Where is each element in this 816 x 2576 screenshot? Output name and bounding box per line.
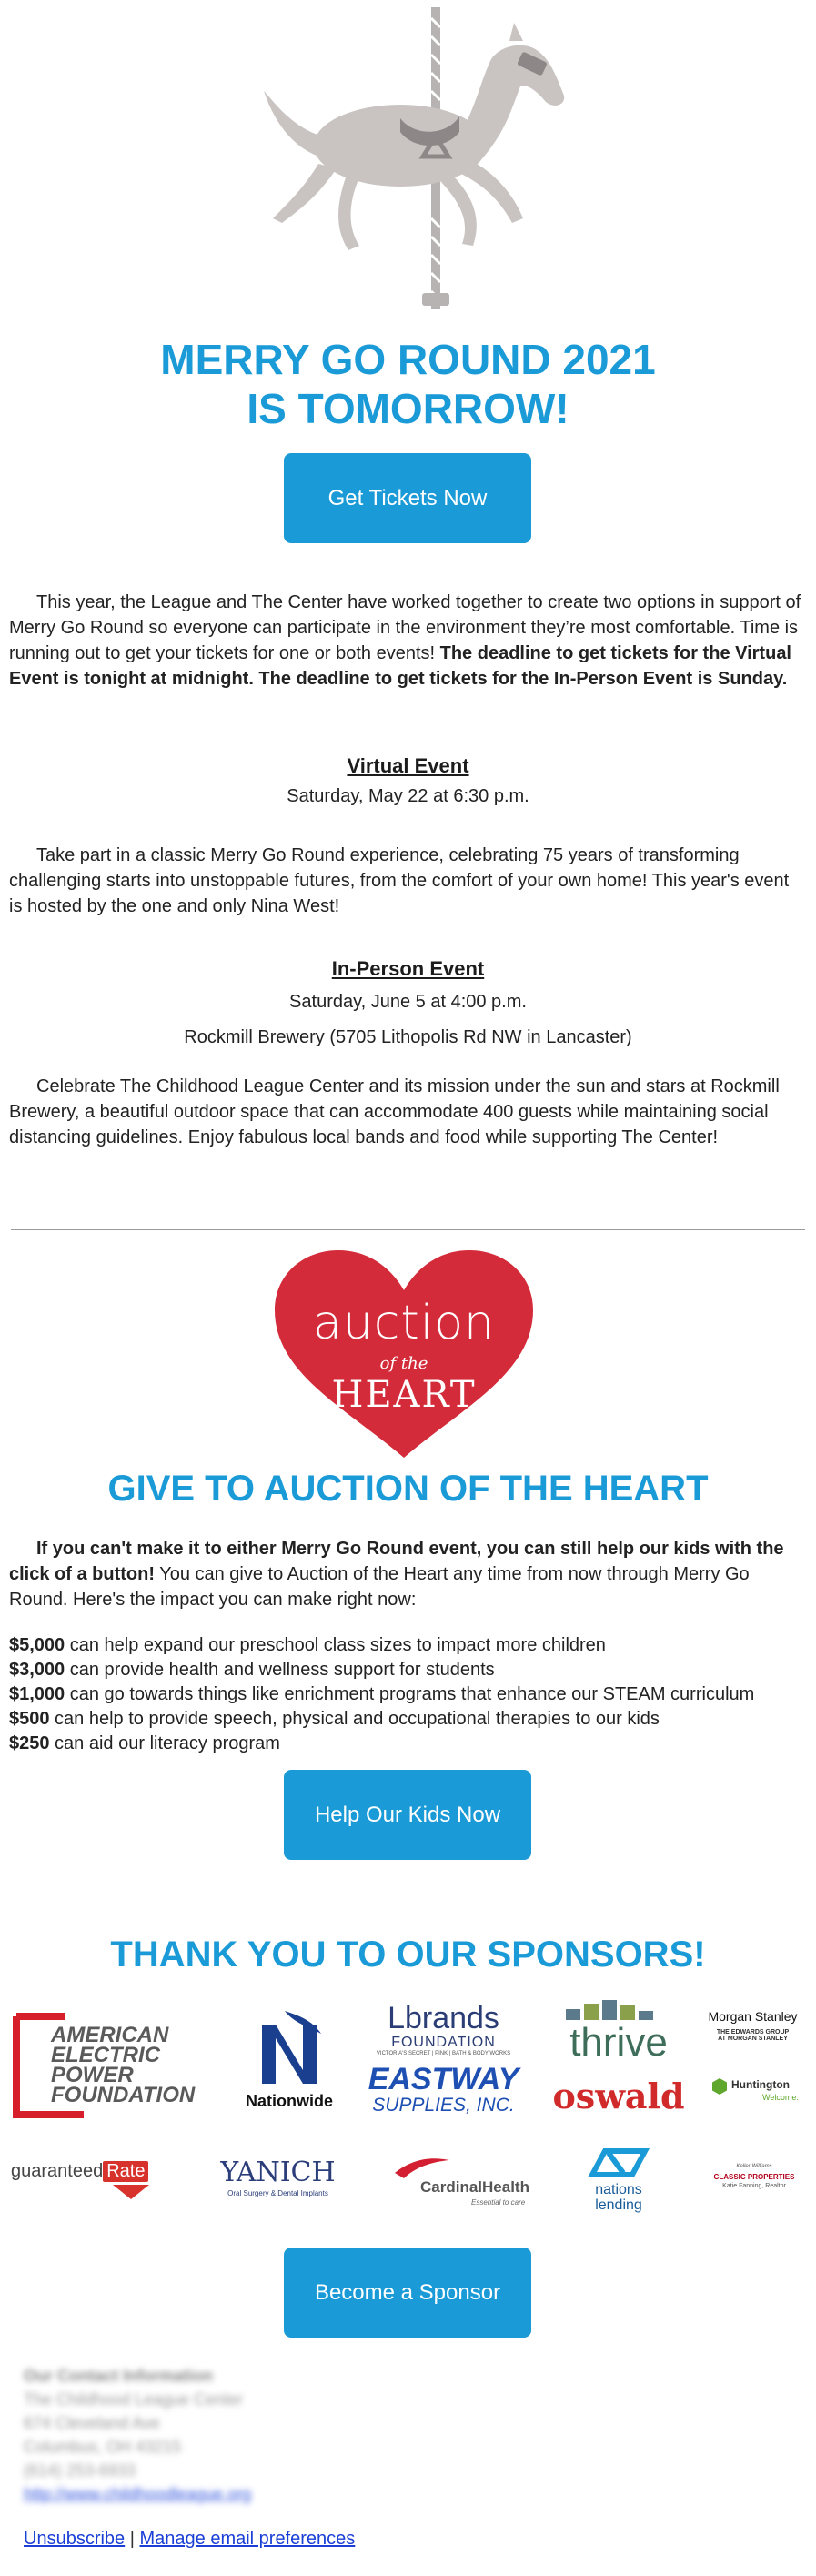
sponsor-yanich-logo[interactable] <box>217 2157 339 2211</box>
help-our-kids-button[interactable] <box>284 1770 531 1860</box>
nationwide-name: Nationwide <box>245 2092 333 2110</box>
unsubscribe-link[interactable]: Unsubscribe <box>24 2529 126 2549</box>
lbrands-small: VICTORIA'S SECRET | PINK | BATH & BODY WORKS <box>376 2051 511 2056</box>
title-line-1: MERRY GO ROUND 2021 <box>160 336 656 383</box>
thrive-name: thrive <box>569 2020 668 2065</box>
yanich-name: YANICH <box>220 2157 336 2188</box>
list-item <box>9 1732 807 1756</box>
eastway-name: EASTWAY <box>368 2062 519 2096</box>
list-item <box>9 1682 807 1707</box>
sponsor-keller-williams-logo[interactable] <box>704 2164 804 2209</box>
contact-phone: (614) 253-6933 <box>24 2461 136 2480</box>
kw-name1: Keller Williams <box>736 2164 772 2169</box>
list-item <box>9 1707 807 1732</box>
hero-image <box>0 0 816 318</box>
aep-line: AMERICAN <box>51 2023 169 2047</box>
of-the-word: of the <box>379 1354 428 1373</box>
virtual-event-date: Saturday, May 22 at 6:30 p.m. <box>287 786 529 806</box>
impact-list <box>9 1633 807 1756</box>
get-tickets-button[interactable] <box>284 453 531 543</box>
sponsor-lbrands-logo[interactable] <box>359 2002 528 2056</box>
intro-paragraph <box>9 590 807 692</box>
auction-title: GIVE TO AUCTION OF THE HEART <box>107 1469 709 1509</box>
sponsor-nations-lending-logo[interactable] <box>582 2147 655 2220</box>
become-a-sponsor-label: Become a Sponsor <box>314 2280 501 2305</box>
list-item <box>9 1633 807 1658</box>
cardinal-sub: Essential to care <box>471 2198 526 2207</box>
lbrands-name: Lbrands <box>388 2001 499 2036</box>
auction-intro-bold: If you can't make it to either Merry Go Round event, you can still help our kids with the click of a button! <box>9 1539 784 1584</box>
contact-website-link[interactable]: http://www.childhoodleague.org <box>24 2485 252 2503</box>
auction-intro <box>9 1536 807 1612</box>
auction-of-the-heart-logo <box>267 1247 540 1465</box>
nations-lending-name <box>582 2182 655 2213</box>
help-our-kids-label: Help Our Kids Now <box>314 1803 501 1827</box>
aep-line: ELECTRIC <box>51 2043 160 2067</box>
sponsor-oswald-logo[interactable] <box>546 2076 691 2120</box>
title-line-2: IS TOMORROW! <box>247 385 569 432</box>
virtual-event-title: Virtual Event <box>347 754 469 777</box>
footer-separator: | <box>129 2529 135 2549</box>
virtual-event-description: Take part in a classic Merry Go Round experience, celebrating 75 years of transforming challenging starts into unstoppable futures, from the comfort of your own home! This year's event is hosted by the one and only Nina West! <box>9 845 790 916</box>
sponsor-cardinal-health-logo[interactable] <box>382 2155 532 2211</box>
eastway-sub: SUPPLIES, INC. <box>372 2095 515 2116</box>
huntington-name: Huntington <box>731 2078 790 2091</box>
contact-city: Columbus, OH 43215 <box>24 2438 182 2456</box>
sponsor-guaranteed-rate-logo[interactable] <box>11 2161 170 2211</box>
aep-name <box>51 2025 195 2106</box>
huntington-sub: Welcome. <box>762 2093 799 2102</box>
kw-name3: Katie Fanning, Realtor <box>722 2183 786 2189</box>
yanich-sub: Oral Surgery & Dental Implants <box>227 2189 328 2197</box>
contact-title: Our Contact Information <box>24 2367 213 2385</box>
nations-lending-icon <box>587 2147 650 2178</box>
contact-street: 674 Cleveland Ave <box>24 2414 160 2432</box>
morgan-stanley-name: Morgan Stanley <box>708 2009 798 2024</box>
morgan-stanley-sub1: THE EDWARDS GROUP <box>716 2029 790 2036</box>
kw-name2: CLASSIC PROPERTIES <box>713 2173 795 2181</box>
auction-word: auction <box>312 1296 496 1350</box>
guaranteed-rate-arrow-icon <box>113 2185 149 2199</box>
guaranteed-rate-name2: Rate <box>103 2161 148 2182</box>
impact-text: can aid our literacy program <box>49 1733 280 1753</box>
sponsor-morgan-stanley-logo[interactable] <box>700 2009 805 2055</box>
sponsor-aep-logo[interactable] <box>11 2009 220 2120</box>
manage-preferences-link[interactable]: Manage email preferences <box>139 2529 356 2549</box>
impact-amount: $250 <box>9 1733 50 1753</box>
oswald-name: oswald <box>552 2076 685 2116</box>
nations-line: nations <box>595 2182 642 2197</box>
huntington-hex-icon <box>711 2078 728 2095</box>
in-person-event-title: In-Person Event <box>331 957 485 980</box>
cardinal-swoosh-icon <box>395 2155 449 2178</box>
impact-text: can help to provide speech, physical and occupational therapies to our kids <box>49 1709 660 1729</box>
cardinal-name: CardinalHealth <box>420 2178 529 2196</box>
contact-org: The Childhood League Center <box>24 2390 244 2409</box>
morgan-stanley-sub2: AT MORGAN STANLEY <box>718 2036 788 2042</box>
thrive-bars-icon <box>546 2000 691 2022</box>
become-a-sponsor-button[interactable] <box>284 2248 531 2338</box>
get-tickets-label: Get Tickets Now <box>327 486 488 510</box>
impact-amount: $500 <box>9 1709 50 1729</box>
impact-amount: $5,000 <box>9 1635 65 1655</box>
heart-word: HEART <box>331 1374 477 1416</box>
impact-text: can go towards things like enrichment programs that enhance our STEAM curriculum <box>65 1684 755 1704</box>
intro-text: This year, the League and The Center have worked together to create two options in support of Merry Go Round so everyone can participate in the environment they’re most comfortable. Time is running out to get your tickets for one or both events! <box>9 592 801 663</box>
footer-links <box>24 2529 355 2550</box>
impact-text: can help expand our preschool class sizes to impact more children <box>65 1635 606 1655</box>
impact-text: can provide health and wellness support for students <box>65 1660 495 1680</box>
in-person-event-location: Rockmill Brewery (5705 Lithopolis Rd NW in Lancaster) <box>184 1027 632 1047</box>
intro-deadline-text: The deadline to get tickets for the Virtual Event is tonight at midnight. The deadline to get tickets for the In-Person Event is Sunday. <box>9 643 791 689</box>
auction-intro-rest: You can give to Auction of the Heart any time from now through Merry Go Round. Here's the impact you can make right now: <box>9 1564 750 1610</box>
sponsor-nationwide-logo[interactable] <box>235 2006 344 2120</box>
aep-line: POWER <box>51 2063 134 2087</box>
page-title <box>0 335 816 433</box>
in-person-event-description: Celebrate The Childhood League Center and its mission under the sun and stars at Rockmill Brewery, a beautiful outdoor space that can accommodate 400 guests while maintaining social distancing guidelines. Enjoy fabulous local bands and food while supporting The Center! <box>9 1076 780 1147</box>
contact-information <box>24 2364 251 2506</box>
lbrands-sub: FOUNDATION <box>391 2035 496 2050</box>
guaranteed-rate-name1: guaranteed <box>11 2161 104 2181</box>
list-item <box>9 1658 807 1682</box>
sponsors-title: THANK YOU TO OUR SPONSORS! <box>110 1935 706 1975</box>
impact-amount: $1,000 <box>9 1684 65 1704</box>
impact-amount: $3,000 <box>9 1660 65 1680</box>
nationwide-eagle-icon <box>235 2006 344 2088</box>
nations-line: lending <box>595 2197 642 2213</box>
sponsor-huntington-logo[interactable] <box>711 2075 805 2111</box>
sponsor-eastway-logo[interactable] <box>359 2064 528 2120</box>
carousel-horse-icon <box>0 0 816 318</box>
divider <box>11 1229 805 1230</box>
aep-line: FOUNDATION <box>51 2083 196 2107</box>
in-person-event-date: Saturday, June 5 at 4:00 p.m. <box>289 992 527 1012</box>
sponsor-thrive-logo[interactable] <box>546 2000 691 2068</box>
